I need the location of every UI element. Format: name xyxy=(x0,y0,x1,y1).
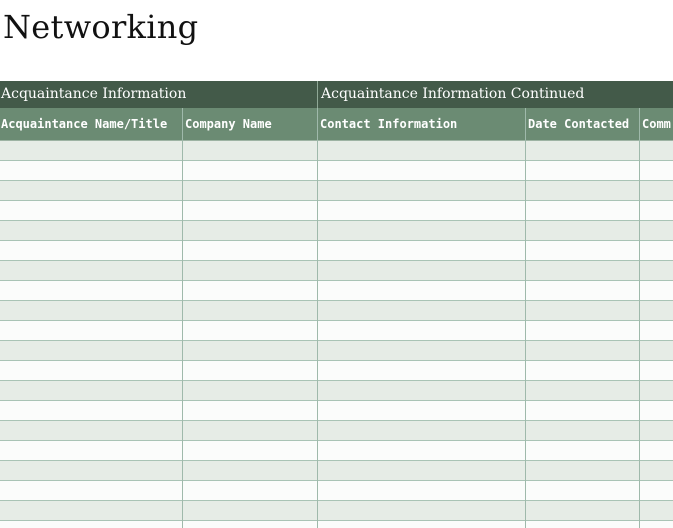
table-row[interactable] xyxy=(0,481,673,501)
table-row[interactable] xyxy=(0,241,673,261)
table-row[interactable] xyxy=(0,161,673,181)
column-header-contact-information[interactable]: Contact Information xyxy=(320,117,458,131)
column-group-acquaintance-information[interactable]: Acquaintance Information xyxy=(1,86,187,102)
table-row[interactable] xyxy=(0,341,673,361)
table-row[interactable] xyxy=(0,141,673,161)
table-body xyxy=(0,141,673,528)
table-row[interactable] xyxy=(0,401,673,421)
table-row[interactable] xyxy=(0,361,673,381)
column-divider xyxy=(182,108,183,528)
table-row[interactable] xyxy=(0,461,673,481)
table-row[interactable] xyxy=(0,201,673,221)
column-header-acquaintance-name-title[interactable]: Acquaintance Name/Title xyxy=(1,117,168,131)
table-row[interactable] xyxy=(0,381,673,401)
column-header-row xyxy=(0,108,673,141)
column-divider xyxy=(317,108,318,528)
page-title: Networking xyxy=(3,8,199,46)
table-row[interactable] xyxy=(0,521,673,528)
column-header-comments[interactable]: Comm xyxy=(642,117,671,131)
column-header-date-contacted[interactable]: Date Contacted xyxy=(528,117,630,131)
column-divider xyxy=(639,108,640,528)
column-header-company-name[interactable]: Company Name xyxy=(185,117,272,131)
table-row[interactable] xyxy=(0,501,673,521)
table-row[interactable] xyxy=(0,421,673,441)
table-row[interactable] xyxy=(0,261,673,281)
column-group-header-row xyxy=(0,81,673,109)
table-row[interactable] xyxy=(0,281,673,301)
table-row[interactable] xyxy=(0,221,673,241)
group-divider xyxy=(317,81,318,108)
column-divider xyxy=(525,108,526,528)
column-group-acquaintance-information-continued[interactable]: Acquaintance Information Continued xyxy=(321,86,585,102)
table-row[interactable] xyxy=(0,441,673,461)
table-row[interactable] xyxy=(0,181,673,201)
table-row[interactable] xyxy=(0,321,673,341)
networking-table xyxy=(0,81,673,528)
table-row[interactable] xyxy=(0,301,673,321)
